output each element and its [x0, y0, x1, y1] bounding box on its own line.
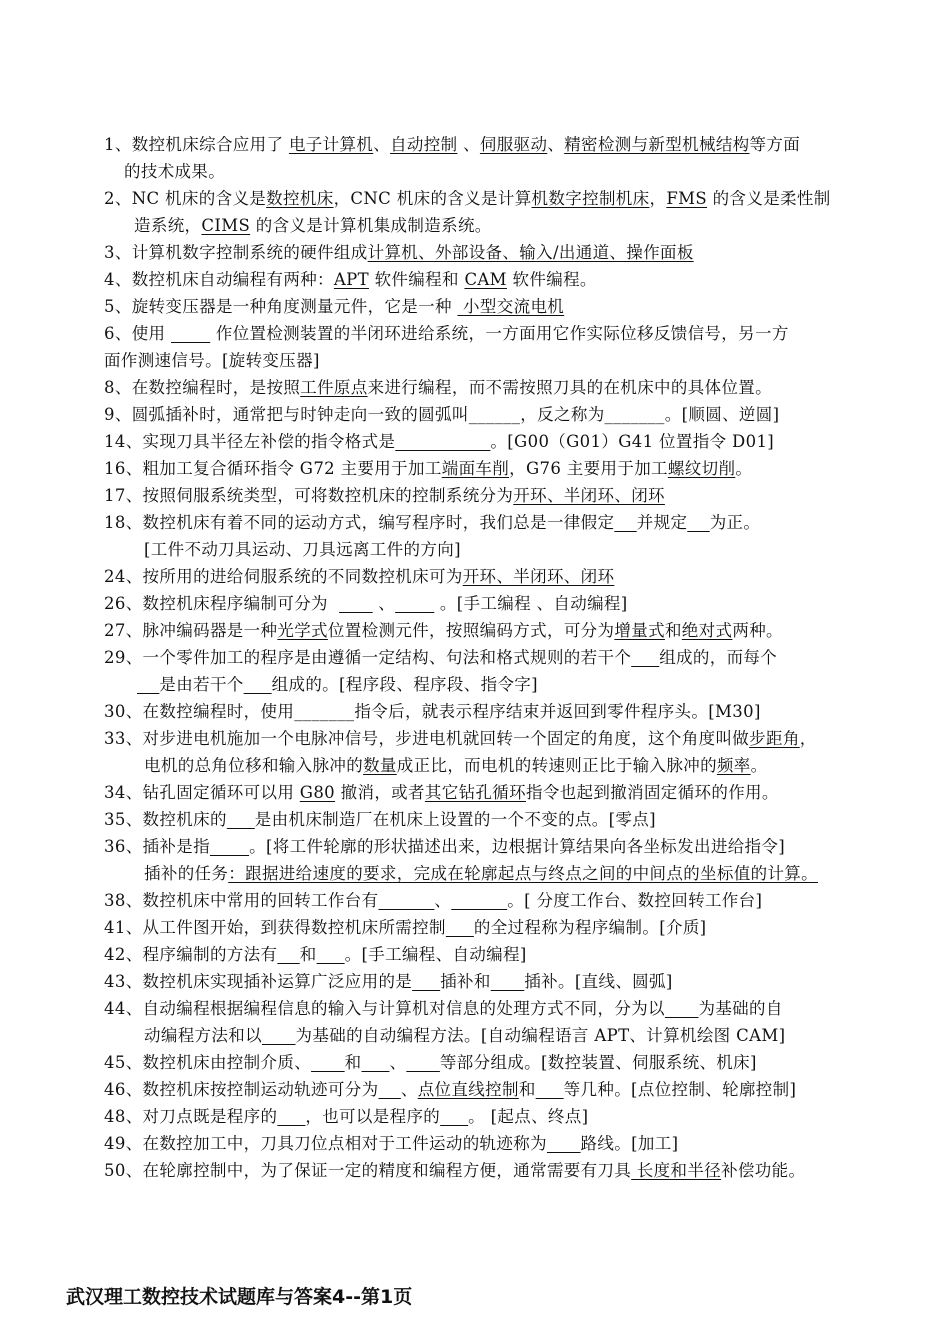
text-segment: 33、对步进电机施加一个电脉冲信号，步进电机就回转一个固定的角度，这个角度叫做 — [104, 729, 750, 748]
text-line — [104, 727, 817, 751]
text-segment: 6、使用 — [104, 324, 171, 343]
text-segment: ， — [799, 729, 817, 748]
text-segment: 并规定 — [636, 513, 688, 532]
text-segment: 作位置检测装置的半闭环进给系统，一方面用它作实际位移反馈信号，另一方 — [210, 324, 789, 343]
text-segment: 、 — [400, 1080, 418, 1099]
text-segment: 27、脉冲编码器是一种 — [104, 621, 278, 640]
text-line — [104, 349, 320, 373]
text-line — [104, 619, 783, 643]
text-segment: 。[手工编程 、自动编程] — [434, 594, 628, 613]
underlined-answer — [547, 1134, 581, 1153]
text-segment: 、 — [373, 135, 391, 154]
text-segment: 撤消，或者 — [335, 783, 425, 802]
text-segment: [工件不动刀具运动、刀具远离工件的方向] — [144, 540, 461, 559]
text-segment: 2、NC 机床的含义是 — [104, 189, 267, 208]
text-segment: 18、数控机床有着不同的运动方式，编写程序时，我们总是一律假定 — [104, 513, 615, 532]
text-line — [104, 1132, 678, 1156]
underlined-answer — [277, 1107, 305, 1126]
underlined-answer — [361, 1053, 389, 1072]
text-segment: 3、计算机数字控制系统的硬件组成 — [104, 243, 368, 262]
text-line — [104, 1105, 588, 1129]
underlined-answer — [227, 810, 255, 829]
text-segment: 软件编程和 — [368, 270, 465, 289]
underlined-answer: 频率 — [716, 756, 751, 775]
text-line — [104, 376, 772, 400]
text-line — [104, 835, 785, 859]
text-segment: 等部分组成。[数控装置、伺服系统、机床] — [439, 1053, 757, 1072]
text-segment: 的技术成果。 — [124, 162, 226, 181]
text-segment: 46、数控机床按控制运动轨迹可分为 — [104, 1080, 379, 1099]
underlined-answer: 数量 — [363, 756, 397, 775]
underlined-answer — [631, 648, 659, 667]
text-line — [104, 403, 779, 427]
text-segment: ， — [649, 189, 667, 208]
text-segment: 。[手工编程、自动编程] — [344, 945, 527, 964]
text-segment: 为基础的自 — [698, 999, 783, 1018]
text-line — [104, 457, 752, 481]
underlined-answer: 增量式 — [614, 621, 665, 640]
underlined-answer: 光学式 — [277, 621, 328, 640]
text-line — [104, 430, 774, 454]
text-segment: ，也可以是程序的 — [305, 1107, 441, 1126]
text-segment: 、 — [389, 1053, 407, 1072]
text-segment: 30、在数控编程时，使用_______指令后，就表示程序结束并返回到零件程序头。[M30] — [104, 702, 761, 721]
underlined-answer: 开环、半闭环、闭环 — [462, 567, 615, 586]
text-line — [104, 133, 800, 157]
text-segment: 44、自动编程根据编程信息的输入与计算机对信息的处理方式不同，分为以 — [104, 999, 665, 1018]
underlined-answer — [614, 513, 636, 532]
underlined-answer — [317, 945, 345, 964]
underlined-answer — [311, 1053, 345, 1072]
text-segment: 造系统， — [134, 216, 202, 235]
underlined-answer: 数控机床 — [266, 189, 334, 208]
underlined-answer — [687, 513, 709, 532]
text-line — [104, 322, 789, 346]
text-segment: 29、一个零件加工的程序是由遵循一定结构、句法和格式规则的若干个 — [104, 648, 632, 667]
text-segment: 9、圆弧插补时，通常把与时钟走向一致的圆弧叫______，反之称为_______。[顺圆、逆圆] — [104, 405, 780, 424]
underlined-answer: 工件原点 — [300, 378, 368, 397]
underlined-answer: 自动控制 — [390, 135, 458, 154]
text-segment: 等方面 — [749, 135, 801, 154]
underlined-answer — [665, 999, 699, 1018]
underlined-answer — [491, 972, 525, 991]
text-line — [104, 943, 527, 967]
text-segment: 34、钻孔固定循环可以用 — [104, 783, 300, 802]
text-segment: 。[G00（G01）G41 位置指令 D01] — [490, 432, 775, 451]
underlined-answer: APT — [333, 270, 369, 289]
text-segment: 软件编程。 — [506, 270, 597, 289]
underlined-answer — [440, 1107, 468, 1126]
text-segment: 动编程方法和以 — [144, 1026, 262, 1045]
underlined-answer — [412, 972, 440, 991]
underlined-answer: 螺纹切削 — [667, 459, 736, 478]
text-segment: 组成的。[程序段、程序段、指令字] — [271, 675, 538, 694]
text-segment: 组成的，而每个 — [659, 648, 778, 667]
text-segment: 24、按所用的进给伺服系统的不同数控机床可为 — [104, 567, 463, 586]
text-segment: 4、数控机床自动编程有两种： — [104, 270, 334, 289]
text-line — [104, 970, 673, 994]
text-segment: 16、粗加工复合循环指令 G72 主要用于加工 — [104, 459, 442, 478]
text-segment: 插补。[直线、圆弧] — [524, 972, 673, 991]
text-segment: 为基础的自动编程方法。[自动编程语言 APT、计算机绘图 CAM] — [295, 1026, 786, 1045]
text-segment: 来进行编程，而不需按照刀具的在机床中的具体位置。 — [367, 378, 773, 397]
page-footer: 武汉理工数控技术试题库与答案4--第1页 — [66, 1286, 413, 1308]
text-segment: 位置检测元件，按照编码方式，可分为 — [327, 621, 615, 640]
text-segment: 41、从工件图开始，到获得数控机床所需控制 — [104, 918, 446, 937]
text-line — [104, 700, 761, 724]
underlined-answer: CAM — [464, 270, 507, 289]
text-segment: 面作测速信号。[旋转变压器] — [104, 351, 320, 370]
text-segment: 36、插补是指 — [104, 837, 210, 856]
text-line — [104, 592, 628, 616]
text-segment: 45、数控机床由控制介质、 — [104, 1053, 312, 1072]
text-line — [104, 781, 779, 805]
text-segment: 和 — [299, 945, 317, 964]
text-line — [104, 1051, 757, 1075]
text-segment: 26、数控机床程序编制可分为 — [104, 594, 340, 613]
text-segment: 1、数控机床综合应用了 — [104, 135, 289, 154]
underlined-answer: 端面车削 — [441, 459, 510, 478]
underlined-answer: 精密检测与新型机械结构 — [564, 135, 750, 154]
text-line — [104, 511, 760, 535]
text-segment: 两种。 — [732, 621, 783, 640]
underlined-answer: 绝对式 — [681, 621, 733, 640]
underlined-answer — [451, 891, 507, 910]
text-segment: 插补和 — [440, 972, 491, 991]
underlined-answer — [536, 1080, 564, 1099]
text-segment: 等几种。[点位控制、轮廓控制] — [563, 1080, 797, 1099]
text-line — [104, 484, 665, 508]
text-segment: 50、在轮廓控制中，为了保证一定的精度和编程方便，通常需要有刀具 — [104, 1161, 632, 1180]
underlined-answer — [210, 837, 249, 856]
text-segment: 的含义是柔性制 — [707, 189, 831, 208]
underlined-answer — [262, 1026, 296, 1045]
text-segment: 的全过程称为程序编制。[介质] — [473, 918, 707, 937]
text-line — [104, 1159, 805, 1183]
text-segment: 和 — [664, 621, 682, 640]
text-line — [124, 160, 225, 184]
underlined-answer: 开环、半闭环、闭环 — [513, 486, 665, 505]
text-segment: 。 — [750, 756, 768, 775]
underlined-answer: 机数字控制机床 — [531, 189, 650, 208]
underlined-answer: 计算机、外部设备、输入/出通道、操作面板 — [367, 243, 694, 262]
text-segment: 补偿功能。 — [721, 1161, 806, 1180]
underlined-answer — [395, 432, 490, 451]
text-line — [104, 565, 614, 589]
text-segment: ，CNC 机床的含义是计算 — [333, 189, 532, 208]
text-segment: 、 — [434, 891, 452, 910]
underlined-answer — [378, 891, 434, 910]
underlined-answer: CIMS — [201, 216, 251, 235]
text-segment: 35、数控机床的 — [104, 810, 227, 829]
underlined-answer — [137, 675, 159, 694]
text-segment: 是由机床制造厂在机床上设置的一个不变的点。[零点] — [254, 810, 656, 829]
text-segment: 。[将工件轮廓的形状描述出来，边根据计算结果向各坐标发出进给指令] — [249, 837, 786, 856]
underlined-answer — [378, 1080, 400, 1099]
text-line — [144, 1024, 785, 1048]
text-segment: 、 — [457, 135, 480, 154]
text-segment: 、 — [372, 594, 396, 613]
text-segment: 38、数控机床中常用的回转工作台有 — [104, 891, 379, 910]
text-segment: 和 — [344, 1053, 362, 1072]
text-segment: 。 — [735, 459, 753, 478]
text-segment: 的含义是计算机集成制造系统。 — [250, 216, 492, 235]
text-line — [104, 997, 783, 1021]
text-segment: 为正。 — [709, 513, 761, 532]
text-segment: 42、程序编制的方法有 — [104, 945, 278, 964]
underlined-answer: G80 — [299, 783, 336, 802]
underlined-answer: 其它钻孔循环 — [424, 783, 526, 802]
underlined-answer — [244, 675, 272, 694]
text-line — [104, 889, 762, 913]
text-segment: ，G76 主要用于加工 — [509, 459, 668, 478]
text-segment: 和 — [518, 1080, 536, 1099]
underlined-answer — [171, 324, 210, 343]
underlined-answer — [339, 594, 373, 613]
text-segment: 8、在数控编程时，是按照 — [104, 378, 301, 397]
underlined-answer: 长度和半径 — [631, 1161, 722, 1180]
underlined-answer — [395, 594, 434, 613]
text-segment: 5、旋转变压器是一种角度测量元件，它是一种 — [104, 297, 458, 316]
underlined-answer — [406, 1053, 440, 1072]
underlined-answer: 伺服驱动 — [479, 135, 548, 154]
text-segment: 。[ 分度工作台、数控回转工作台] — [507, 891, 763, 910]
text-line — [144, 862, 818, 886]
underlined-answer: 电子计算机 — [288, 135, 374, 154]
text-line — [134, 214, 492, 238]
text-segment: 、 — [547, 135, 565, 154]
text-segment: 43、数控机床实现插补运算广泛应用的是 — [104, 972, 413, 991]
text-segment: 。 [起点、终点] — [468, 1107, 589, 1126]
text-line — [104, 646, 777, 670]
text-segment: 指令也起到撤消固定循环的作用。 — [526, 783, 779, 802]
underlined-answer: ：跟据进给速度的要求，完成在轮廓起点与终点之间的中间点的坐标值的计算。 — [228, 864, 818, 883]
underlined-answer: 步距角 — [749, 729, 800, 748]
text-line — [104, 1078, 796, 1102]
underlined-answer: FMS — [666, 189, 708, 208]
text-line — [104, 268, 597, 292]
text-segment: 电机的总角位移和输入脉冲的 — [144, 756, 364, 775]
underlined-answer: 点位直线控制 — [417, 1080, 519, 1099]
underlined-answer — [446, 918, 474, 937]
text-line — [104, 295, 564, 319]
text-line — [104, 916, 706, 940]
text-line — [144, 754, 767, 778]
text-segment: 是由若干个 — [159, 675, 244, 694]
text-segment: 49、在数控加工中，刀具刀位点相对于工件运动的轨迹称为 — [104, 1134, 547, 1153]
text-segment: 14、实现刀具半径左补偿的指令格式是 — [104, 432, 396, 451]
text-line — [104, 808, 656, 832]
text-line — [104, 187, 831, 211]
text-line — [137, 673, 538, 697]
underlined-answer: 小型交流电机 — [457, 297, 565, 316]
text-segment: 成正比，而电机的转速则正比于输入脉冲的 — [396, 756, 717, 775]
text-segment: 插补的任务 — [144, 864, 229, 883]
text-line — [144, 538, 461, 562]
text-segment: 17、按照伺服系统类型，可将数控机床的控制系统分为 — [104, 486, 514, 505]
underlined-answer — [277, 945, 299, 964]
text-segment: 48、对刀点既是程序的 — [104, 1107, 278, 1126]
text-segment: 路线。[加工] — [580, 1134, 679, 1153]
text-line — [104, 241, 694, 265]
